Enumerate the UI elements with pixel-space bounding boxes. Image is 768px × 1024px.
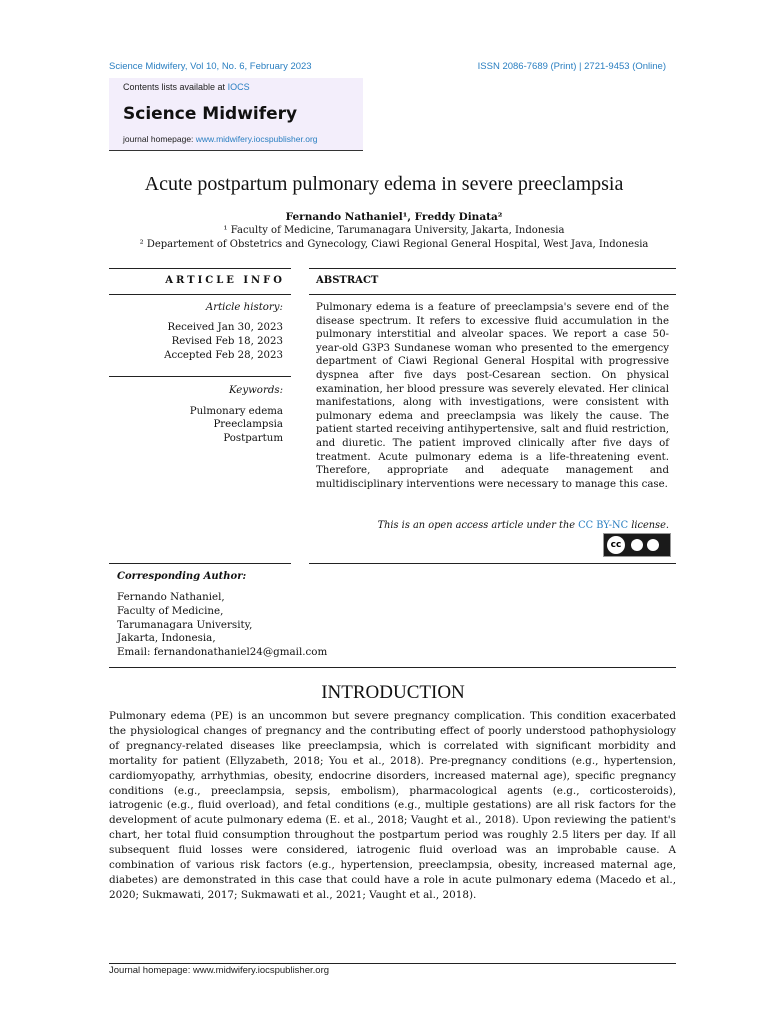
abstract-heading: ABSTRACT (316, 275, 379, 286)
corresponding-line: Tarumanagara University, (117, 618, 253, 631)
abstract-text: Pulmonary edema is a feature of preeclampsia's severe end of the disease spectrum. It refers to excessive fluid accumulation in the pulmonary interstitial and alveolar spaces. We report a case 50-year-old G3P3 Sundanese woman who presented to the emergency department of Ciawi Regional General Hospital with progressive dyspnea after five days post-Cesarean section. On physical examination, her blood pressure was severely elevated. Her clinical manifestations, along with investigations, were consistent with pulmonary edema and preeclampsia was likely the cause. The patient started receiving antihypertensive, salt and fluid restriction, and diuretic. The patient improved clinically after five days of treatment. Acute pulmonary edema is a life-threatening event. Therefore, appropriate and adequate management and multidisciplinary interventions were necessary to manage this case. (316, 302, 669, 490)
homepage-prefix: journal homepage: (123, 134, 196, 144)
footer-homepage: Journal homepage: www.midwifery.iocspublisher.org (109, 965, 330, 976)
cc-by-nc-link[interactable]: CC BY-NC (578, 520, 629, 531)
cc-icon: cc (607, 536, 625, 554)
affiliation-2: ² Departement of Obstetrics and Gynecology, Ciawi Regional General Hospital, West Java, Indonesia (139, 239, 649, 250)
corresponding-line: Jakarta, Indonesia, (117, 632, 216, 645)
corresponding-rule-right (309, 563, 676, 564)
corresponding-author-block (117, 591, 327, 660)
homepage-link[interactable]: www.midwifery.iocspublisher.org (195, 134, 318, 144)
section-end-rule (109, 667, 676, 668)
license-suffix: license. (628, 520, 669, 531)
corresponding-author-heading: Corresponding Author: (117, 571, 247, 582)
keyword-item: Preeclampsia (213, 419, 283, 430)
corresponding-line: Faculty of Medicine, (117, 604, 224, 617)
issn: ISSN 2086-7689 (Print) | 2721-9453 (Online) (477, 61, 666, 72)
keyword-item: Postpartum (223, 433, 283, 444)
by-icon (631, 539, 643, 551)
corresponding-line: Fernando Nathaniel, (117, 591, 225, 603)
journal-citation: Science Midwifery, Vol 10, No. 6, February 2023 (109, 61, 312, 72)
iocs-link[interactable]: IOCS (227, 82, 250, 92)
contents-line (123, 82, 250, 92)
accepted-date: Accepted Feb 28, 2023 (164, 350, 283, 361)
article-history-label: Article history: (205, 302, 283, 313)
abstract-top-rule (309, 268, 676, 269)
footer-rule (109, 963, 676, 964)
introduction-heading: INTRODUCTION (321, 682, 465, 703)
article-info-heading: ARTICLE INFO (165, 275, 285, 286)
keywords-rule (109, 376, 291, 377)
paper-title: Acute postpartum pulmonary edema in severe preeclampsia (144, 173, 624, 195)
journal-title: Science Midwifery (123, 104, 298, 124)
journal-banner (109, 78, 363, 151)
affiliation-1: ¹ Faculty of Medicine, Tarumanagara University, Jakarta, Indonesia (223, 225, 565, 236)
authors: Fernando Nathaniel¹, Freddy Dinata² (285, 211, 503, 223)
license-line (316, 520, 669, 531)
corresponding-rule-left (109, 563, 291, 564)
abstract-sub-rule (309, 294, 676, 295)
article-info-sub-rule (109, 294, 291, 295)
contents-prefix: Contents lists available at (123, 82, 228, 92)
cc-license-badge[interactable] (603, 533, 671, 557)
keyword-item: Pulmonary edema (189, 406, 283, 417)
journal-homepage (123, 134, 318, 144)
nc-icon (647, 539, 659, 551)
received-date: Received Jan 30, 2023 (167, 322, 283, 333)
corresponding-email: Email: fernandonathaniel24@gmail.com (117, 646, 328, 659)
license-prefix: This is an open access article under the (377, 520, 579, 531)
revised-date: Revised Feb 18, 2023 (171, 336, 283, 347)
introduction-text: Pulmonary edema (PE) is an uncommon but severe pregnancy complication. This condition exacerbated the physiological changes of pregnancy and the contributing effect of poorly understood pathophysiology of pregnancy-related diseases like preeclampsia, which is correlated with significant morbidity and mortality for patient (Ellyzabeth, 2018; You et al., 2018). Pre-pregnancy conditions (e.g., hypertension, cardiomyopathy, arrhythmias, obesity, endocrine disorders, increased maternal age), specific pregnancy conditions (e.g., preeclampsia, sepsis, embolism), pharmacological agents (e.g., corticosteroids), iatrogenic (e.g., fluid overload), and fetal conditions (e.g., multiple gestations) are all risk factors for the development of acute pulmonary edema (E. et al., 2018; Vaught et al., 2018). Upon reviewing the patient's chart, her total fluid consumption throughout the postpartum period was roughly 2.5 liters per day. If all subsequent fluid losses were considered, iatrogenic fluid overload was an improbable cause. A combination of various risk factors (e.g., hypertension, preeclampsia, obesity, increased maternal age, diabetes) are demonstrated in this case that could have a role in acute pulmonary edema (Macedo et al., 2020; Sukmawati, 2017; Sukmawati et al., 2021; Vaught et al., 2018). (109, 710, 676, 901)
keywords-label: Keywords: (228, 385, 283, 396)
article-info-top-rule (109, 268, 291, 269)
